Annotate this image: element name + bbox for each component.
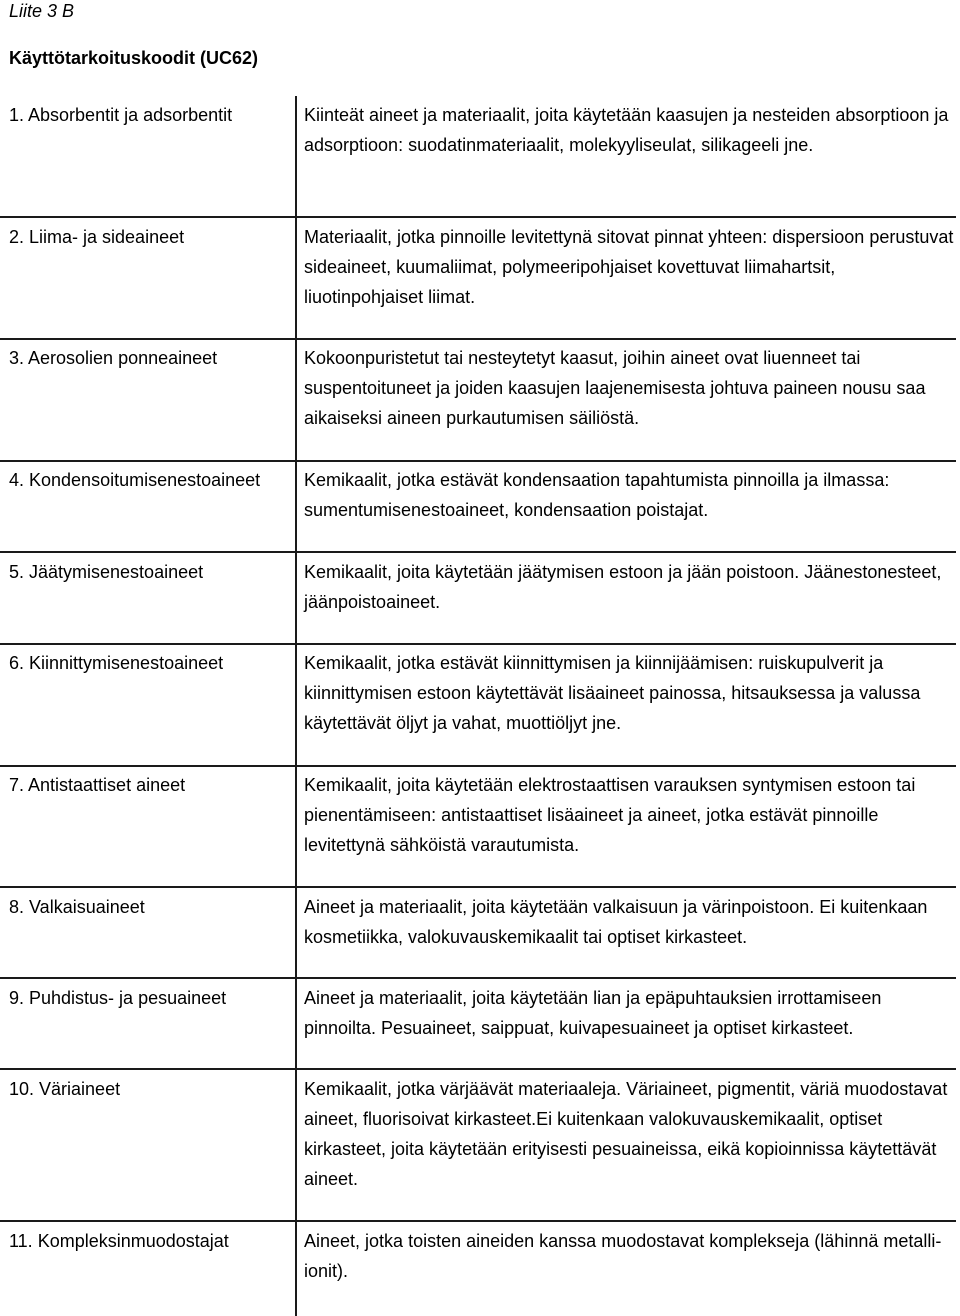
row-divider xyxy=(0,1220,956,1222)
appendix-label: Liite 3 B xyxy=(9,1,75,21)
code-description: Kiinteät aineet ja materiaalit, joita käytetään kaasujen ja nesteiden absorptioon ja adsorptioon: suodatinmateriaalit, molekyyliseulat, silikageeli jne. xyxy=(304,105,949,155)
row-divider xyxy=(0,216,956,218)
row-divider xyxy=(0,551,956,553)
code-description: Aineet ja materiaalit, joita käytetään valkaisuun ja värinpoistoon. Ei kuitenkaan kosmetiikka, valokuvauskemikaalit tai optiset kirkasteet. xyxy=(304,897,928,947)
code-description: Kemikaalit, jotka estävät kiinnittymisen ja kiinnijäämisen: ruiskupulverit ja kiinnittymisen estoon käytettävät lisäaineet painossa, hitsauksessa ja valussa käytettävät öljyt ja vahat, muottiöljyt jne. xyxy=(304,653,921,733)
row-divider xyxy=(0,886,956,888)
code-description: Kemikaalit, joita käytetään jäätymisen estoon ja jään poistoon. Jäänestonesteet, jäänpoistoaineet. xyxy=(304,562,942,612)
code-description: Aineet, jotka toisten aineiden kanssa muodostavat komplekseja (lähinnä metalli-ionit). xyxy=(304,1231,942,1281)
code-term: 4. Kondensoitumisenestoaineet xyxy=(9,470,261,490)
code-term: 8. Valkaisuaineet xyxy=(9,897,145,917)
document-title: Käyttötarkoituskoodit (UC62) xyxy=(9,48,259,68)
code-term: 9. Puhdistus- ja pesuaineet xyxy=(9,988,227,1008)
row-divider xyxy=(0,643,956,645)
code-description: Materiaalit, jotka pinnoille levitettynä sitovat pinnat yhteen: dispersioon perustuvat sideaineet, kuumaliimat, polymeeripohjaiset kovettuvat liimahartsit, liuotinpohjaiset liimat. xyxy=(304,227,954,307)
code-term: 7. Antistaattiset aineet xyxy=(9,775,186,795)
code-term: 2. Liima- ja sideaineet xyxy=(9,227,185,247)
row-divider xyxy=(0,1068,956,1070)
code-term: 11. Kompleksinmuodostajat xyxy=(9,1231,229,1251)
code-description: Kokoonpuristetut tai nesteytetyt kaasut, joihin aineet ovat liuenneet tai suspentoituneet ja joiden kaasujen laajenemisesta johtuva paineen nousu saa aikaiseksi aineen purkautumisen säiliöstä. xyxy=(304,348,926,428)
row-divider xyxy=(0,460,956,462)
row-divider xyxy=(0,765,956,767)
code-term: 10. Väriaineet xyxy=(9,1079,121,1099)
row-divider xyxy=(0,338,956,340)
code-term: 1. Absorbentit ja adsorbentit xyxy=(9,105,233,125)
row-divider xyxy=(0,977,956,979)
code-term: 5. Jäätymisenestoaineet xyxy=(9,562,204,582)
column-divider xyxy=(295,96,297,1316)
code-description: Kemikaalit, joita käytetään elektrostaattisen varauksen syntymisen estoon tai pienentämiseen: antistaattiset lisäaineet ja aineet, jotka estävät pinnoille levitettynä sähköistä varautumista. xyxy=(304,775,916,855)
code-term: 6. Kiinnittymisenestoaineet xyxy=(9,653,224,673)
code-description: Aineet ja materiaalit, joita käytetään lian ja epäpuhtauksien irrottamiseen pinnoilta. Pesuaineet, saippuat, kuivapesuaineet ja optiset kirkasteet. xyxy=(304,988,882,1038)
code-description: Kemikaalit, jotka estävät kondensaation tapahtumista pinnoilla ja ilmassa: sumentumisenestoaineet, kondensaation poistajat. xyxy=(304,470,890,520)
code-term: 3. Aerosolien ponneaineet xyxy=(9,348,218,368)
code-description: Kemikaalit, jotka värjäävät materiaaleja. Väriaineet, pigmentit, väriä muodostavat aineet, fluorisoivat kirkasteet.Ei kuitenkaan valokuvauskemikaalit, optiset kirkasteet, joita käytetään erityisesti pesuaineissa, eikä kopioinnissa käytettävät aineet. xyxy=(304,1079,948,1189)
